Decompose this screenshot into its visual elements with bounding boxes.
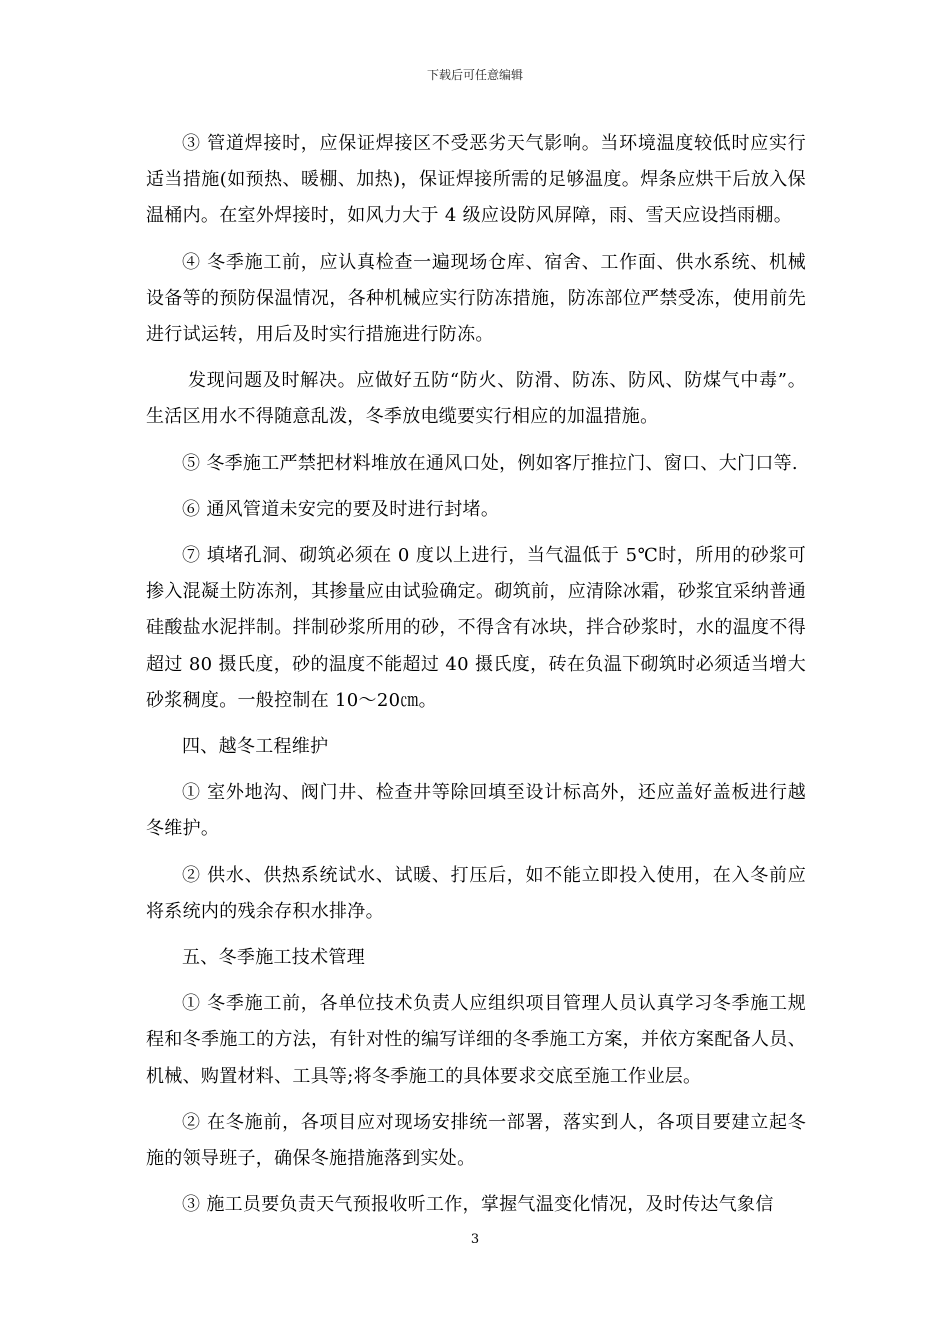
paragraph-technical-training: ① 冬季施工前，各单位技术负责人应组织项目管理人员认真学习冬季施工规程和冬季施工的方法，有针对性的编写详细的冬季施工方案，并依方案配备人员、机械、购置材料、工具等;将冬季施工的具体要求交底至施工作业层。 xyxy=(146,993,806,1087)
section-heading-technical-management: 五、冬季施工技术管理 xyxy=(182,947,365,969)
paragraph-site-organization: ② 在冬施前，各项目应对现场安排统一部署，落实到人，各项目要建立起冬施的领导班子，确保冬施措施落到实处。 xyxy=(146,1111,806,1170)
paragraph-material-storage: ⑤ 冬季施工严禁把材料堆放在通风口处，例如客厅推拉门、窗口、大门口等. xyxy=(182,452,798,474)
section-heading-winter-maintenance: 四、越冬工程维护 xyxy=(182,736,329,758)
document-body xyxy=(146,126,806,1233)
paragraph-system-drainage: ② 供水、供热系统试水、试暖、打压后，如不能立即投入使用，在入冬前应将系统内的残余存积水排净。 xyxy=(146,864,806,922)
paragraph-pre-winter-inspection: ④ 冬季施工前，应认真检查一遍现场仓库、宿舍、工作面、供水系统、机械设备等的预防保温情况，各种机械应实行防冻措施，防冻部位严禁受冻，使用前先进行试运转，用后及时实行措施进行防冻。 xyxy=(146,251,806,346)
paragraph-weather-forecast: ③ 施工员要负责天气预报收听工作，掌握气温变化情况，及时传达气象信 xyxy=(182,1194,774,1216)
paragraph-five-preventions: 发现问题及时解决。应做好五防“防火、防滑、防冻、防风、防煤气中毒”。生活区用水不得随意乱泼，冬季放电缆要实行相应的加温措施。 xyxy=(146,370,806,428)
paragraph-outdoor-trench-cover: ① 室外地沟、阀门井、检查井等除回填至设计标高外，还应盖好盖板进行越冬维护。 xyxy=(146,782,806,840)
page-number: 3 xyxy=(470,1232,480,1247)
paragraph-masonry-mortar: ⑦ 填堵孔洞、砌筑必须在 0 度以上进行，当气温低于 5℃时，所用的砂浆可掺入混凝土防冻剂，其掺量应由试验确定。砌筑前，应清除冰霜，砂浆宜采纳普通硅酸盐水泥拌制。拌制砂浆所用的砂，不得含有冰块，拌合砂浆时，水的温度不得超过 80 摄氏度，砂的温度不能超过 40 摄氏度，砖在负温下砌筑时必须适当增大砂浆稠度。一般控制在 10～20㎝。 xyxy=(146,545,806,711)
paragraph-welding-weather: ③ 管道焊接时，应保证焊接区不受恶劣天气影响。当环境温度较低时应实行适当措施(如预热、暖棚、加热)，保证焊接所需的足够温度。焊条应烘干后放入保温桶内。在室外焊接时，如风力大于 4 级应设防风屏障，雨、雪天应设挡雨棚。 xyxy=(146,133,806,227)
paragraph-duct-sealing: ⑥ 通风管道未安完的要及时进行封堵。 xyxy=(182,498,500,520)
page-header: 下载后可任意编辑 xyxy=(426,68,523,82)
